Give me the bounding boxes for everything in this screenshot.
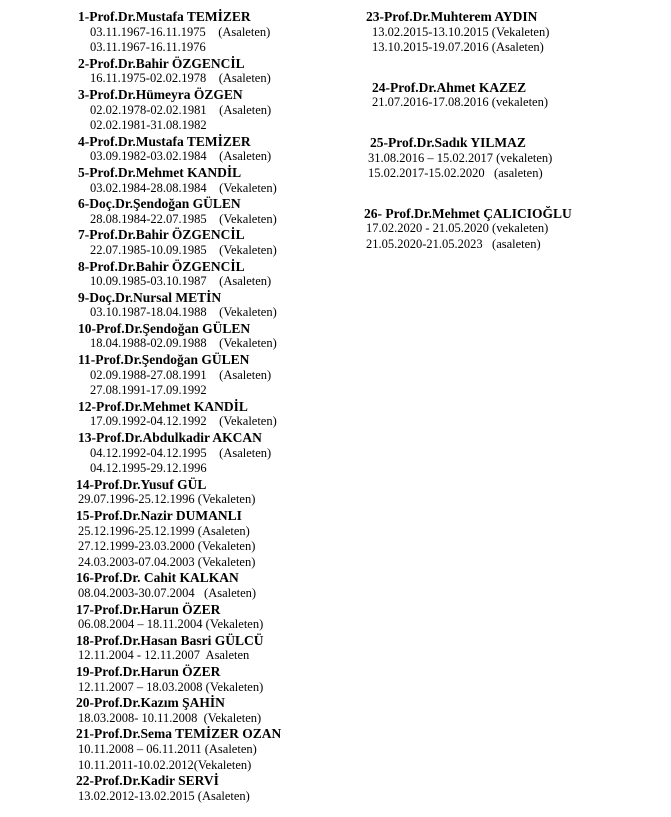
director-name: 18-Prof.Dr.Hasan Basri GÜLCÜ xyxy=(76,632,264,648)
director-name: 2-Prof.Dr.Bahir ÖZGENCİL xyxy=(78,55,245,71)
term-dates: 22.07.1985-10.09.1985 (Vekaleten) xyxy=(90,242,277,257)
director-entry xyxy=(74,570,364,601)
term-dates: 17.09.1992-04.12.1992 (Vekaleten) xyxy=(90,414,277,429)
term-dates: 02.02.1978-02.02.1981 (Asaleten) xyxy=(90,102,272,117)
director-name: 11-Prof.Dr.Şendoğan GÜLEN xyxy=(78,352,250,368)
term-dates: 31.08.2016 – 15.02.2017 (vekaleten) xyxy=(368,150,553,165)
director-entry xyxy=(74,56,364,87)
director-name: 5-Prof.Dr.Mehmet KANDİL xyxy=(78,164,242,180)
term-dates: 02.02.1981-31.08.1982 xyxy=(90,118,207,133)
term-dates: 18.03.2008- 10.11.2008 (Vekaleten) xyxy=(78,710,262,725)
director-entry xyxy=(74,134,364,165)
director-entry xyxy=(74,664,364,695)
term-dates: 10.11.2008 – 06.11.2011 (Asaleten) xyxy=(78,741,257,756)
director-entry xyxy=(74,321,364,352)
right-column xyxy=(364,9,664,253)
term-dates: 29.07.1996-25.12.1996 (Vekaleten) xyxy=(78,492,256,507)
director-entry xyxy=(364,80,664,111)
director-name: 20-Prof.Dr.Kazım ŞAHİN xyxy=(76,695,225,711)
term-dates: 24.03.2003-07.04.2003 (Vekaleten) xyxy=(78,554,256,569)
term-dates: 17.02.2020 - 21.05.2020 (vekaleten) xyxy=(366,221,549,236)
term-dates: 27.08.1991-17.09.1992 xyxy=(90,383,207,398)
term-dates: 04.12.1992-04.12.1995 (Asaleten) xyxy=(90,445,272,460)
director-name: 26- Prof.Dr.Mehmet ÇALICIOĞLU xyxy=(364,205,572,221)
term-dates: 02.09.1988-27.08.1991 (Asaleten) xyxy=(90,367,272,382)
director-entry xyxy=(74,430,364,477)
director-name: 24-Prof.Dr.Ahmet KAZEZ xyxy=(372,79,527,95)
term-dates: 16.11.1975-02.02.1978 (Asaleten) xyxy=(90,71,271,86)
director-entry xyxy=(74,633,364,664)
director-name: 21-Prof.Dr.Sema TEMİZER OZAN xyxy=(76,726,282,742)
term-dates: 10.11.2011-10.02.2012(Vekaleten) xyxy=(78,757,252,772)
term-dates: 03.02.1984-28.08.1984 (Vekaleten) xyxy=(90,180,277,195)
term-dates: 03.10.1987-18.04.1988 (Vekaleten) xyxy=(90,305,277,320)
director-entry xyxy=(74,227,364,258)
director-entry xyxy=(74,773,364,804)
director-name: 6-Doç.Dr.Şendoğan GÜLEN xyxy=(78,196,241,212)
term-dates: 28.08.1984-22.07.1985 (Vekaleten) xyxy=(90,211,277,226)
director-name: 12-Prof.Dr.Mehmet KANDİL xyxy=(78,398,248,414)
director-entry xyxy=(74,695,364,726)
term-dates: 03.09.1982-03.02.1984 (Asaleten) xyxy=(90,149,272,164)
director-entry xyxy=(74,399,364,430)
director-entry xyxy=(364,206,664,253)
term-dates: 12.11.2004 - 12.11.2007 Asaleten xyxy=(78,648,250,663)
term-dates: 13.10.2015-19.07.2016 (Asaleten) xyxy=(372,40,544,55)
director-name: 7-Prof.Dr.Bahir ÖZGENCİL xyxy=(78,227,245,243)
director-entry xyxy=(74,477,364,508)
left-column xyxy=(74,9,364,804)
director-entry xyxy=(74,259,364,290)
director-entry xyxy=(74,165,364,196)
term-dates: 04.12.1995-29.12.1996 xyxy=(90,461,207,476)
director-entry xyxy=(74,602,364,633)
director-entry xyxy=(74,9,364,56)
director-entry xyxy=(74,508,364,570)
director-entry xyxy=(74,290,364,321)
term-dates: 27.12.1999-23.03.2000 (Vekaleten) xyxy=(78,539,256,554)
term-dates: 18.04.1988-02.09.1988 (Vekaleten) xyxy=(90,336,277,351)
director-entry xyxy=(364,135,664,182)
director-entry xyxy=(74,726,364,773)
entry-spacer xyxy=(364,111,664,135)
director-entry xyxy=(74,352,364,399)
term-dates: 10.09.1985-03.10.1987 (Asaleten) xyxy=(90,274,272,289)
term-dates: 12.11.2007 – 18.03.2008 (Vekaleten) xyxy=(78,679,264,694)
entry-spacer xyxy=(364,56,664,80)
director-name: 25-Prof.Dr.Sadık YILMAZ xyxy=(370,134,526,150)
director-entry xyxy=(364,9,664,56)
term-dates: 08.04.2003-30.07.2004 (Asaleten) xyxy=(78,585,257,600)
director-name: 14-Prof.Dr.Yusuf GÜL xyxy=(76,476,207,492)
director-name: 16-Prof.Dr. Cahit KALKAN xyxy=(76,570,239,586)
term-dates: 25.12.1996-25.12.1999 (Asaleten) xyxy=(78,523,250,538)
director-name: 17-Prof.Dr.Harun ÖZER xyxy=(76,601,221,617)
director-name: 3-Prof.Dr.Hümeyra ÖZGEN xyxy=(78,86,243,102)
term-dates: 13.02.2015-13.10.2015 (Vekaleten) xyxy=(372,24,550,39)
term-dates: 13.02.2012-13.02.2015 (Asaleten) xyxy=(78,788,250,803)
entry-spacer xyxy=(364,182,664,206)
term-dates: 21.05.2020-21.05.2023 (asaleten) xyxy=(366,236,541,251)
director-name: 13-Prof.Dr.Abdulkadir AKCAN xyxy=(78,430,262,446)
director-entry xyxy=(74,196,364,227)
director-name: 1-Prof.Dr.Mustafa TEMİZER xyxy=(78,9,251,24)
director-name: 23-Prof.Dr.Muhterem AYDIN xyxy=(366,9,538,24)
director-name: 15-Prof.Dr.Nazir DUMANLI xyxy=(76,508,242,523)
term-dates: 03.11.1967-16.11.1975 (Asaleten) xyxy=(90,24,271,39)
term-dates: 21.07.2016-17.08.2016 (vekaleten) xyxy=(372,95,549,110)
director-name: 4-Prof.Dr.Mustafa TEMİZER xyxy=(78,133,251,149)
term-dates: 15.02.2017-15.02.2020 (asaleten) xyxy=(368,166,543,181)
director-name: 19-Prof.Dr.Harun ÖZER xyxy=(76,663,221,679)
director-name: 9-Doç.Dr.Nursal METİN xyxy=(78,289,222,305)
director-name: 8-Prof.Dr.Bahir ÖZGENCİL xyxy=(78,258,245,274)
term-dates: 06.08.2004 – 18.11.2004 (Vekaleten) xyxy=(78,617,264,632)
director-entry xyxy=(74,87,364,134)
term-dates: 03.11.1967-16.11.1976 xyxy=(90,40,206,55)
director-name: 10-Prof.Dr.Şendoğan GÜLEN xyxy=(78,320,251,336)
director-name: 22-Prof.Dr.Kadir SERVİ xyxy=(76,773,219,789)
